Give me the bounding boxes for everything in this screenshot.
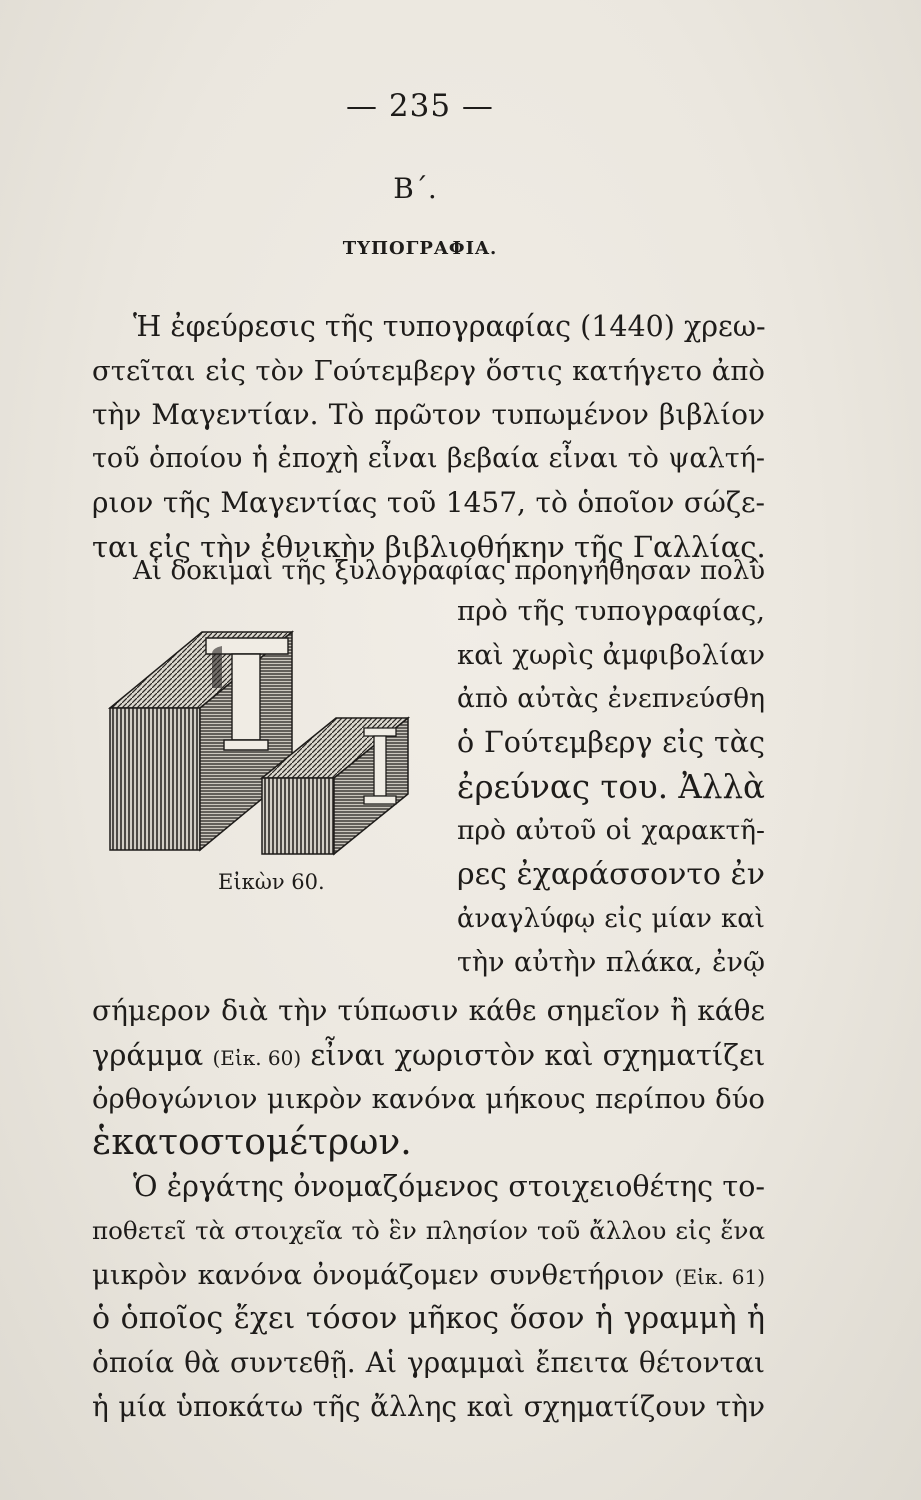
text-span: γράμμα — [92, 1038, 213, 1072]
text-line — [92, 1254, 765, 1296]
text-line: ὁποία θὰ συντεθῇ. Αἱ γραμμαὶ ἔπειτα θέτονται — [92, 1346, 765, 1379]
text-line: ποθετεῖ τὰ στοιχεῖα τὸ ἓν πλησίον τοῦ ἄλλου εἰς ἕνα — [92, 1216, 765, 1245]
section-number: Β΄. — [393, 172, 437, 205]
text-line: τὴν αὐτὴν πλάκα, ἐνῷ — [457, 947, 765, 978]
text-line: σήμερον διὰ τὴν τύπωσιν κάθε σημεῖον ἢ κάθε — [92, 994, 765, 1027]
text-line: τοῦ ὁποίου ἡ ἐποχὴ εἶναι βεβαία εἶναι τὸ ψαλτή- — [92, 443, 765, 474]
figure-reference: (Εἰκ. 61) — [674, 1265, 765, 1289]
figure-caption: Εἰκὼν 60. — [218, 870, 325, 894]
figure-type-sorts — [92, 628, 442, 860]
figure-reference: (Εἰκ. 60) — [212, 1046, 302, 1070]
text-line: ὀρθογώνιον μικρὸν κανόνα μήκους περίπου δύο — [92, 1083, 765, 1115]
text-line: πρὸ τῆς τυπογραφίας, — [457, 595, 765, 627]
text-line: στεῖται εἰς τὸν Γούτεμβεργ ὅστις κατήγετο ἀπὸ — [92, 355, 765, 387]
text-line: ὁ Γούτεμβεργ εἰς τὰς — [457, 726, 765, 759]
text-line — [92, 1034, 765, 1076]
text-line: Αἱ δοκιμαὶ τῆς ξυλογραφίας προηγήθησαν πολὺ — [133, 556, 765, 586]
section-title: ΤΥΠΟΓΡΑΦΙΑ. — [342, 238, 498, 259]
text-line: ριον τῆς Μαγεντίας τοῦ 1457, τὸ ὁποῖον σώζε- — [92, 486, 765, 519]
text-line: ἀπὸ αὐτὰς ἐνεπνεύσθη — [457, 683, 765, 714]
text-line: ἡ μία ὑποκάτω τῆς ἄλλης καὶ σχηματίζουν τὴν — [92, 1390, 765, 1423]
page-number: — 235 — — [346, 88, 494, 124]
text-span: εἶναι χωριστὸν καὶ σχηματίζει — [301, 1038, 766, 1072]
text-line: ρες ἐχαράσσοντο ἐν — [457, 857, 765, 892]
text-line: ἐρεύνας του. Ἀλλὰ — [457, 768, 765, 806]
text-line: ται εἰς τὴν ἐθνικὴν βιβλιοθήκην τῆς Γαλλίας. — [92, 530, 766, 564]
text-span: μικρὸν κανόνα ὀνομάζομεν συνθετήριον — [92, 1259, 675, 1291]
text-line: Ὁ ἐργάτης ὀνομαζόμενος στοιχειοθέτης το- — [133, 1170, 765, 1203]
text-line: ἀναγλύφῳ εἰς μίαν καὶ — [457, 904, 765, 934]
text-line: ἑκατοστομέτρων. — [92, 1122, 412, 1163]
text-line: τὴν Μαγεντίαν. Τὸ πρῶτον τυπωμένον βιβλίον — [92, 398, 765, 431]
text-line: ὁ ὁποῖος ἔχει τόσον μῆκος ὅσον ἡ γραμμὴ ἡ — [92, 1301, 765, 1336]
text-line: καὶ χωρὶς ἀμφιβολίαν — [457, 639, 765, 671]
text-line: Ἡ ἐφεύρεσις τῆς τυπογραφίας (1440) χρεω- — [133, 310, 766, 343]
text-line: πρὸ αὐτοῦ οἱ χαρακτῆ- — [457, 815, 765, 846]
